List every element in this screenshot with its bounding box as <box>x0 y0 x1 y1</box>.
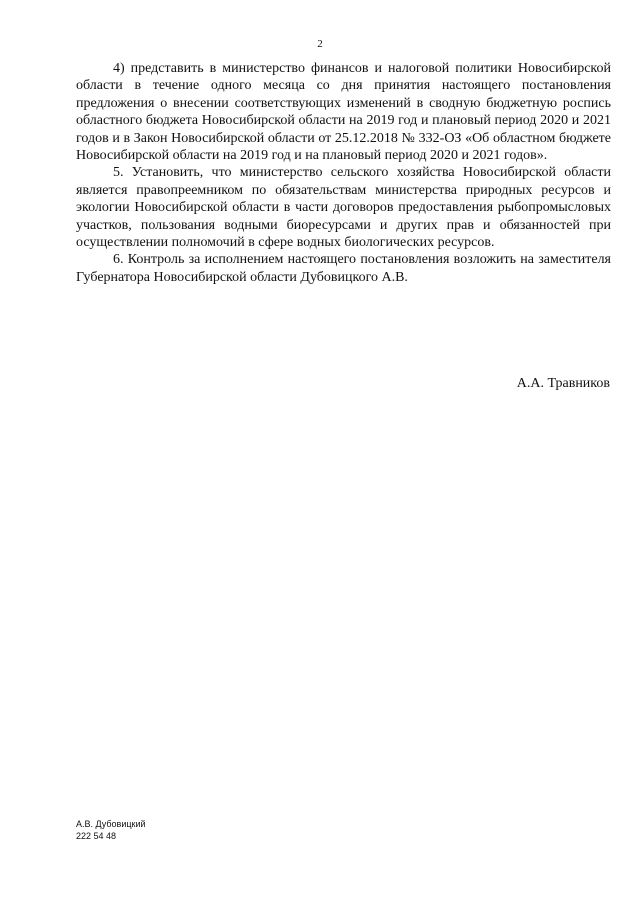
executor-phone: 222 54 48 <box>76 831 117 841</box>
paragraph-item-5: 5. Установить, что министерство сельского хозяйства Новосибирской области является правопреемником по обязательствам министерства природных ресурсов и экологии Новосибирской области в части договоров предоставления рыбопромысловых участков, пользования водными биоресурсами и других прав и обязанностей при осуществлении полномочий в сфере водных биологических ресурсов. <box>76 165 611 251</box>
signature-name: А.А. Травников <box>516 376 610 391</box>
paragraph-item-6: 6. Контроль за исполнением настоящего постановления возложить на заместителя Губернатора Новосибирской области Дубовицкого А.В. <box>76 252 611 285</box>
document-body <box>76 60 611 286</box>
executor-footer <box>76 818 146 842</box>
paragraph-item-4: 4) представить в министерство финансов и налоговой политики Новосибирской области в течение одного месяца со дня принятия настоящего постановления предложения о внесении соответствующих изменений в сводную бюджетную роспись областного бюджета Новосибирской области на 2019 год и плановый период 2020 и 2021 годов и в Закон Новосибирской области от 25.12.2018 № 332-ОЗ «Об областном бюджете Новосибирской области на 2019 год и на плановый период 2020 и 2021 годов». <box>76 61 611 164</box>
executor-name: А.В. Дубовицкий <box>76 819 146 829</box>
page-number: 2 <box>317 38 323 50</box>
